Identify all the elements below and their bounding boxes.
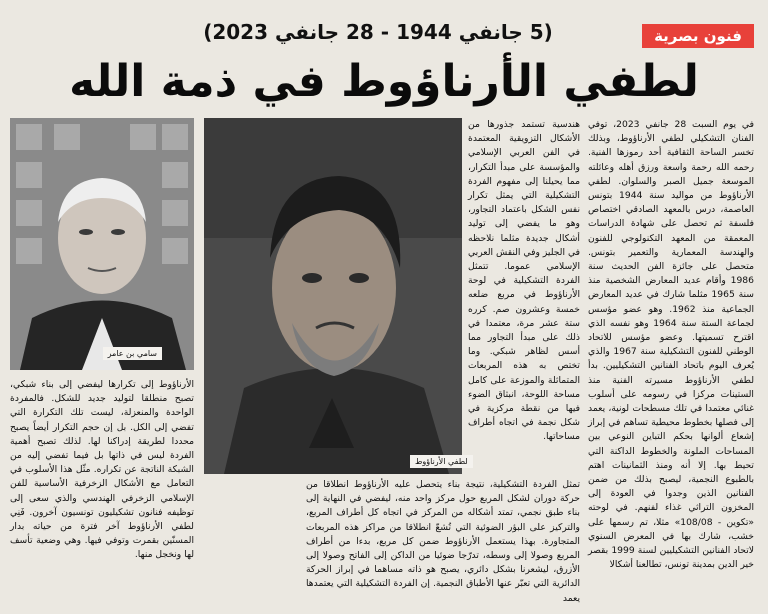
photo-caption: لطفي الأرناؤوط: [410, 455, 473, 468]
headline-subtitle-dates: (5 جانفي 1944 - 28 جانفي 2023): [203, 20, 553, 44]
article-column-2: [468, 118, 580, 474]
article-text: تمثل الفردة التشكيلية، نتيجة بناء يتحصل عليه الأرناؤوط انطلاقا من حركة دوران لشكل المربع حول مركز واحد منه، ليفضي في النهاية إلى بناء طبق نجمي، تمتد أشكاله من المركز في اتجاه كل أطراف المربع، والتركيز على البؤر الضوئية التي تُشعّ انطلاقا من مراكز هذه المربعات المتجاورة. بهذا يستعمل الأرناؤوط ضمن كل مربع، بدءا من أطراف المربع وصولا إلى وسطه، تدرّجا ضوئيا من الداكن إلى الفاتح وصولا إلى الأزرق، ليشعرنا بشكل دائري، يصبح هو ذاته مساهما في إبراز الحركة الدائرية التي تعبّر عنها الأطباق النجمية. إن الفردة التشكيلية التي يعتمدها يعمد: [306, 479, 580, 604]
photo-caption: سامي بن عامر: [103, 347, 162, 360]
article-column-1: [588, 118, 754, 606]
article-text: في يوم السبت 28 جانفي 2023، توفي الفنان التشكيلي لطفي الأرناؤوط، وبذلك تخسر الساحة الثقافية أحد رموزها الفنية. رحمه الله رحمة واسعة ورزق أهله وعائلته الموسعة جميل الصبر والسلوان. لطفي الأرناؤوط من مواليد سنة 1944 بتونس العاصمة، درس بالمعهد الصادقي اختصاص فلسفة ثم تحصل على شهادة الدراسات المعمقة من المعهد التكنولوجي للفنون والهندسة المعمارية والتعمير بتونس. متحصل على جائزة الفن الحديث سنة 1986 وأقام عديد المعارض الشخصية منذ سنة 1965 مثلما شارك في عديد المعارض الجماعية منذ 1962. وهو عضو مؤسس لجماعة الستة سنة 1964 وهو نفسه الذي اقترح تسميتها. وعضو مؤسس للاتحاد الوطني للفنون التشكيلية سنة 1967 والذي يُعرف اليوم باتحاد الفنانين التشكيليين. بدأ لطفي الأرناؤوط مسيرته الفنية منذ الستينات مركزا في رسومه على أسلوب غنائي معتمدا في تلك مسطحات لونية، يعمد إلى فصلها بخطوط محيطية تساهم في إبراز إشعاع ألوانها بحكم التباين النوعي بين المساحات الملونة والخطوط الداكنة التي تحيط بها. إلا أنه ومنذ الثمانينات اهتم بالطبوع النجمية، ليصبح بذلك من ضمن الفنانين الذين وجدوا في العودة إلى المخزون التراثي غذاء لفنهم. في لوحته «تكوين - 108/08» مثلا، تم رسمها على خشب، شارك بها في المعرض السنوي لاتحاد الفنانين التشكيليين لسنة 1999 بقصر خير الدين بمدينة تونس، تطالعنا أشكالا: [588, 119, 754, 571]
article-text: هندسية تستمد جذورها من الأشكال التزويقية المعتمدة في الفن العربي الإسلامي والمؤسسة على مبدأ التكرار، مما يحيلنا إلى مفهوم الفردة التشكيلية التي يمثل تكرار نفس الشكل باعتماد التجاور، وهو ما يفضي إلى توليد أشكال جديدة مثلما نلاحظه في الجليز وفي النقش العربي الإسلامي عموما. تتمثل الفردة التشكيلية في لوحة الأرناؤوط في مربع ضلعه خمسة وعشرون صم. كرره ستة عشر مرة، معتمدا في ذلك على مبدأ التجاور مما أسس لظاهر شبكي. وما تختص به هذه المربعات المتماثلة والموزعة على كامل مساحة اللوحة، انبثاق الضوء فيها من نقطة مركزية في شكل نجمة في اتجاه أطراف مساحاتها.: [468, 119, 580, 443]
article-column-3: [306, 478, 580, 606]
article-column-4: [10, 378, 194, 606]
portrait-illustration: [10, 118, 194, 370]
portrait-illustration: [204, 118, 462, 474]
portrait-photo-main: [204, 118, 468, 474]
headline: لطفي الأرناؤوط في ذمة الله: [69, 56, 699, 107]
portrait-photo-author: [10, 118, 194, 370]
section-badge: فنون بصرية: [642, 24, 754, 48]
article-text: الأرناؤوط إلى تكرارها ليفضي إلى بناء شبكي، تصبح منطلقا لتوليد جديد للشكل. فالمفردة الواحدة والمنعزلة، ليست تلك التكرارة التي تفضي إلى الكل. بل إن حجم التكرار أيضاً يصبح محددا لطريقة إدراكنا لها. لذلك تصبح أهمية الفردة ليس في ذاتها بل فيما تفضي إليه من الشبكة الناتجة عن تكراره. مثّل هذا الأسلوب في التعامل مع الأشكال الزخرفية الأساسية للفن الإسلامي الزخرفي الهندسي والذي سعى إلى توظيفه فنانون تشكيليون تونسيون آخرون. فَنِي لطفي الأرناؤوط آخر فترة من حياته بدار المسنّين بقمرت وتوفي فيها. وهي وضعية تأسف لها ونخجل منها.: [10, 379, 194, 561]
